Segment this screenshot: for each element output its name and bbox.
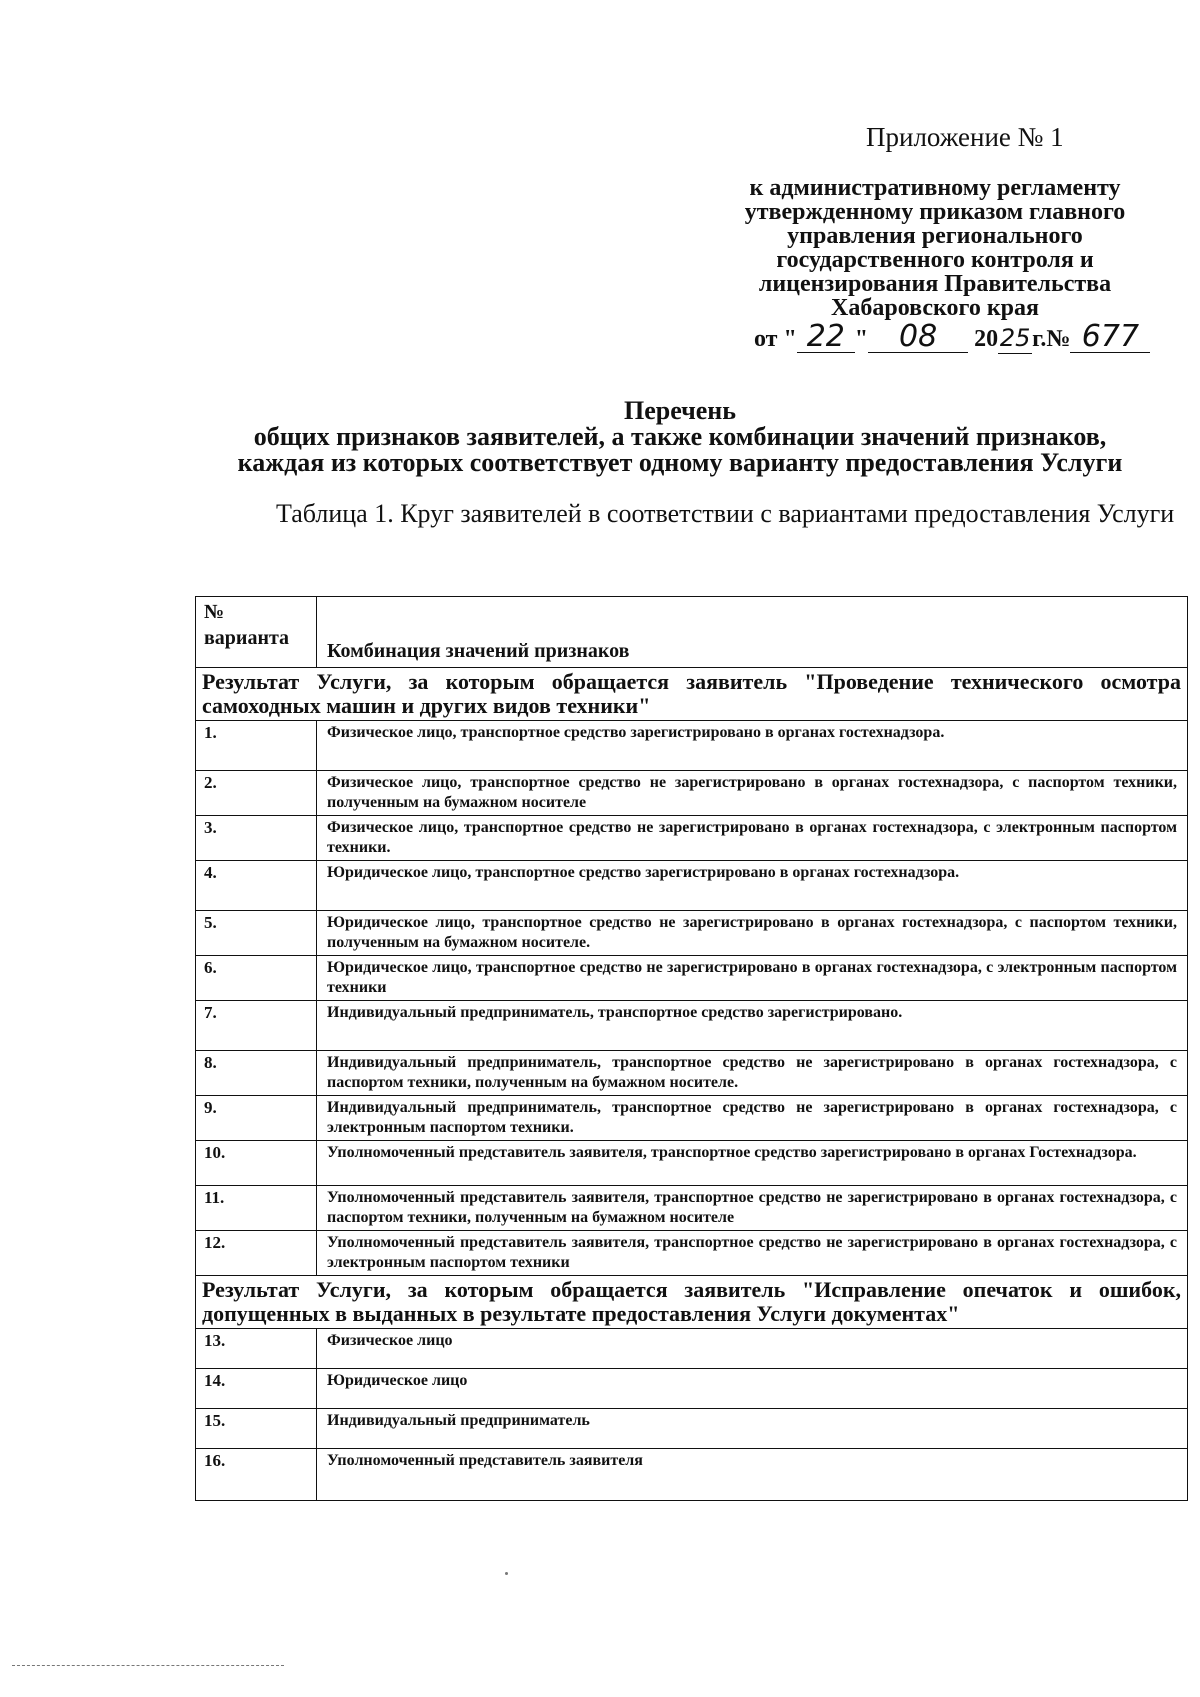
table-row: [196, 1329, 1188, 1369]
table-row: [196, 1141, 1188, 1186]
table-row: [196, 1369, 1188, 1409]
regulation-line: утвержденному приказом главного: [744, 199, 1126, 225]
regulation-reference: [700, 176, 1170, 320]
variant-number: 4.: [196, 861, 317, 911]
table-row: [196, 861, 1188, 911]
variant-number: 11.: [196, 1186, 317, 1231]
table-row: [196, 721, 1188, 771]
variant-number: 2.: [196, 771, 317, 816]
table-row: [196, 1096, 1188, 1141]
date-prefix: от ": [754, 326, 797, 352]
variant-text: Индивидуальный предприниматель, транспортное средство зарегистрировано.: [317, 1001, 1188, 1051]
variant-text: Физическое лицо: [317, 1329, 1188, 1369]
variants-table: [195, 596, 1188, 1501]
group-row: [196, 1276, 1188, 1329]
variant-text: Юридическое лицо, транспортное средство не зарегистрировано в органах гостехнадзора, с паспортом техники, полученным на бумажном носителе.: [317, 911, 1188, 956]
handwritten-year: 25: [999, 324, 1031, 352]
handwritten-day: 22: [797, 322, 855, 353]
variant-number: 9.: [196, 1096, 317, 1141]
table-caption: Таблица 1. Круг заявителей в соответствии с вариантами предоставления Услуги: [276, 499, 1175, 528]
regulation-line: к административному регламенту: [749, 175, 1121, 201]
variant-text: Уполномоченный представитель заявителя, транспортное средство не зарегистрировано в органах гостехнадзора, с паспортом техники, полученным на бумажном носителе: [317, 1186, 1188, 1231]
table-row: [196, 1231, 1188, 1276]
table-row: [196, 1186, 1188, 1231]
heading-line: каждая из которых соответствует одному варианту предоставления Услуги: [237, 448, 1123, 477]
table-header-row: [196, 597, 1188, 668]
variant-text: Юридическое лицо, транспортное средство не зарегистрировано в органах гостехнадзора, с электронным паспортом техники: [317, 956, 1188, 1001]
variant-text: Уполномоченный представитель заявителя, транспортное средство не зарегистрировано в органах гостехнадзора, с электронным паспортом техники: [317, 1231, 1188, 1276]
group-title: Результат Услуги, за которым обращается заявитель "Исправление опечаток и ошибок, допущенных в выданных в результате предоставления Услуги документах": [196, 1276, 1188, 1329]
variant-text: Уполномоченный представитель заявителя, транспортное средство зарегистрировано в органах Гостехнадзора.: [317, 1141, 1188, 1186]
variant-number: 15.: [196, 1409, 317, 1449]
variant-number: 7.: [196, 1001, 317, 1051]
variant-text: Индивидуальный предприниматель, транспортное средство не зарегистрировано в органах гостехнадзора, с электронным паспортом техники.: [317, 1096, 1188, 1141]
document-heading: [180, 398, 1180, 476]
variant-number: 12.: [196, 1231, 317, 1276]
variant-number: 1.: [196, 721, 317, 771]
table-row: [196, 1409, 1188, 1449]
handwritten-month: 08: [868, 322, 968, 353]
variant-number: 16.: [196, 1449, 317, 1501]
table-row: [196, 956, 1188, 1001]
variant-number: 13.: [196, 1329, 317, 1369]
table-row: [196, 1051, 1188, 1096]
variant-number: 3.: [196, 816, 317, 861]
variant-text: Физическое лицо, транспортное средство не зарегистрировано в органах гостехнадзора, с паспортом техники, полученным на бумажном носителе: [317, 771, 1188, 816]
regulation-line: государственного контроля и: [776, 247, 1094, 273]
number-prefix: г.№: [1032, 326, 1071, 352]
header-combination: Комбинация значений признаков: [317, 597, 1188, 668]
handwritten-number: 677: [1070, 322, 1150, 353]
table-row: [196, 1001, 1188, 1051]
variant-text: Юридическое лицо, транспортное средство зарегистрировано в органах гостехнадзора.: [317, 861, 1188, 911]
regulation-line: лицензирования Правительства: [758, 271, 1112, 297]
scan-speck: [505, 1572, 508, 1575]
header-variant-number: № варианта: [196, 597, 317, 668]
group-title: Результат Услуги, за которым обращается заявитель "Проведение технического осмотра самоходных машин и других видов техники": [196, 668, 1188, 721]
regulation-line: Хабаровского края: [831, 295, 1039, 321]
table-row: [196, 1449, 1188, 1501]
regulation-line: управления регионального: [787, 223, 1083, 249]
heading-title: Перечень: [623, 396, 737, 425]
variant-number: 6.: [196, 956, 317, 1001]
variant-number: 8.: [196, 1051, 317, 1096]
date-quote: ": [854, 326, 869, 352]
variant-text: Индивидуальный предприниматель: [317, 1409, 1188, 1449]
variant-text: Уполномоченный представитель заявителя: [317, 1449, 1188, 1501]
variant-text: Юридическое лицо: [317, 1369, 1188, 1409]
group-row: [196, 668, 1188, 721]
variant-number: 5.: [196, 911, 317, 956]
year-prefix: 20: [974, 326, 999, 352]
table-row: [196, 911, 1188, 956]
variant-text: Физическое лицо, транспортное средство зарегистрировано в органах гостехнадзора.: [317, 721, 1188, 771]
footer-rule: [12, 1665, 284, 1666]
variant-text: Индивидуальный предприниматель, транспортное средство не зарегистрировано в органах гостехнадзора, с паспортом техники, полученным на бумажном носителе.: [317, 1051, 1188, 1096]
variant-text: Физическое лицо, транспортное средство не зарегистрировано в органах гостехнадзора, с электронным паспортом техники.: [317, 816, 1188, 861]
variant-number: 10.: [196, 1141, 317, 1186]
variant-number: 14.: [196, 1369, 317, 1409]
regulation-date-line: [754, 319, 1174, 354]
appendix-title: Приложение № 1: [866, 122, 1064, 152]
heading-line: общих признаков заявителей, а также комбинации значений признаков,: [253, 422, 1107, 451]
table-row: [196, 771, 1188, 816]
table-row: [196, 816, 1188, 861]
